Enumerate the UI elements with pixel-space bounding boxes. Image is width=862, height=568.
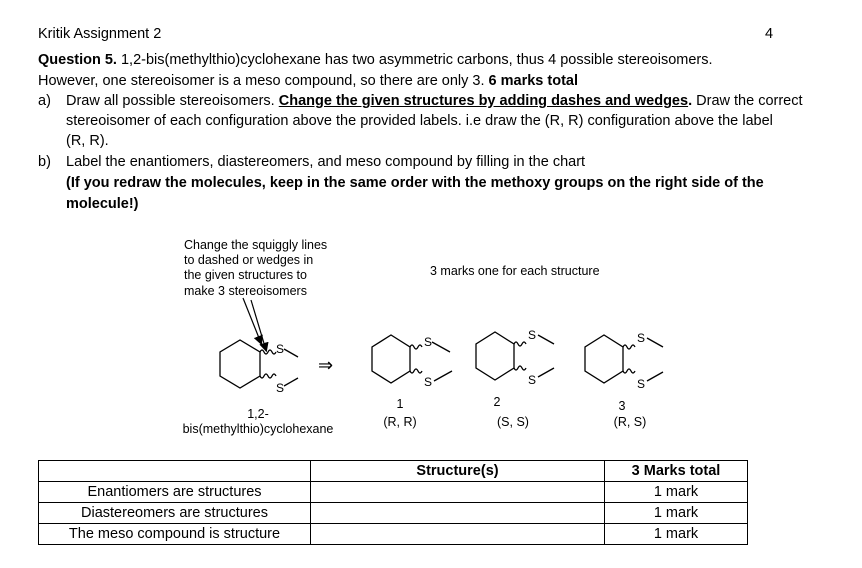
squiggly-bond-1 bbox=[260, 350, 276, 354]
marks-note: 3 marks one for each structure bbox=[430, 264, 600, 278]
enantiomers-answer-cell[interactable] bbox=[311, 482, 605, 503]
structure-2-config: (S, S) bbox=[497, 415, 529, 429]
given-structure bbox=[220, 340, 298, 388]
enantiomers-marks: 1 mark bbox=[605, 482, 748, 503]
part-a-underlined-instruction: Change the given structures by adding dashes and wedges bbox=[278, 93, 689, 109]
squiggly-bond-2 bbox=[514, 366, 526, 370]
methyl-bond-2 bbox=[434, 371, 452, 381]
row-label-meso: The meso compound is structure bbox=[39, 524, 311, 545]
page-number: 4 bbox=[765, 26, 774, 42]
methyl-bond-1 bbox=[432, 342, 450, 352]
part-b-label: b) bbox=[38, 154, 51, 170]
structure-1-config: (R, R) bbox=[383, 415, 417, 429]
instruction-line-4: make 3 stereoisomers bbox=[184, 284, 307, 298]
question-text-2: However, one stereoisomer is a meso compound, so there are only 3. bbox=[38, 73, 489, 89]
sulfur-label-2a: S bbox=[528, 328, 537, 342]
meso-answer-cell[interactable] bbox=[311, 524, 605, 545]
table-row bbox=[39, 482, 748, 503]
structure-3-drawing bbox=[585, 335, 663, 383]
structure-2-drawing bbox=[476, 332, 554, 380]
squiggly-bond-2 bbox=[410, 369, 422, 373]
squiggly-bond-1 bbox=[410, 345, 422, 349]
cyclohexane-ring bbox=[476, 332, 514, 380]
sulfur-label-1b: S bbox=[424, 375, 433, 389]
part-a-text-start: Draw all possible stereoisomers. bbox=[66, 93, 279, 109]
cyclohexane-ring bbox=[585, 335, 623, 383]
squiggly-bond-1 bbox=[514, 342, 526, 346]
sulfur-label-given-2: S bbox=[276, 381, 285, 395]
total-marks: 6 marks total bbox=[488, 73, 579, 89]
squiggly-bond-1 bbox=[623, 345, 635, 349]
methyl-bond-2 bbox=[647, 372, 663, 381]
structure-3-number: 3 bbox=[618, 399, 626, 413]
header-blank bbox=[39, 461, 311, 482]
header-marks: 3 Marks total bbox=[605, 461, 748, 482]
question-label: Question 5. bbox=[38, 52, 117, 68]
header-structures: Structure(s) bbox=[311, 461, 605, 482]
sulfur-label-3a: S bbox=[637, 331, 646, 345]
instruction-line-2: to dashed or wedges in bbox=[184, 253, 314, 267]
squiggly-bond-2 bbox=[260, 374, 276, 378]
methyl-bond-2 bbox=[538, 368, 554, 377]
methyl-bond-1 bbox=[284, 349, 298, 357]
sulfur-label-2b: S bbox=[528, 373, 537, 387]
part-a-line-2: stereoisomer of each configuration above the provided labels. i.e draw the (R, R) configuration above the label bbox=[66, 113, 773, 129]
diastereomers-answer-cell[interactable] bbox=[311, 503, 605, 524]
part-b-line-2: (If you redraw the molecules, keep in the same order with the methoxy groups on the right side of the bbox=[66, 175, 764, 191]
instruction-line-1: Change the squiggly lines bbox=[184, 238, 328, 252]
classification-chart bbox=[38, 460, 748, 545]
part-b-line-3: molecule!) bbox=[66, 196, 139, 212]
structure-1-number: 1 bbox=[396, 397, 404, 411]
squiggly-bond-2 bbox=[623, 369, 635, 373]
question-text-1: 1,2-bis(methylthio)cyclohexane has two asymmetric carbons, thus 4 possible stereoisomers. bbox=[116, 52, 713, 68]
table-row bbox=[39, 524, 748, 545]
part-a-text-tail: Draw the correct bbox=[692, 93, 803, 109]
table-row bbox=[39, 503, 748, 524]
given-structure-label-1: 1,2- bbox=[247, 407, 269, 421]
structure-3-config: (R, S) bbox=[613, 415, 647, 429]
assignment-title: Kritik Assignment 2 bbox=[38, 26, 162, 42]
methyl-bond-2 bbox=[284, 378, 298, 386]
part-a-line-3: (R, R). bbox=[66, 133, 109, 149]
cyclohexane-ring bbox=[220, 340, 260, 388]
sulfur-label-given-1: S bbox=[276, 342, 285, 356]
instruction-line-3: the given structures to bbox=[184, 268, 307, 282]
meso-marks: 1 mark bbox=[605, 524, 748, 545]
cyclohexane-ring bbox=[372, 335, 410, 383]
sulfur-label-3b: S bbox=[637, 377, 646, 391]
structure-2-number: 2 bbox=[493, 395, 501, 409]
part-b-line-1: Label the enantiomers, diastereomers, and meso compound by filling in the chart bbox=[66, 154, 586, 170]
diastereomers-marks: 1 mark bbox=[605, 503, 748, 524]
methyl-bond-1 bbox=[647, 338, 663, 347]
part-a-period: . bbox=[688, 93, 693, 109]
given-structure-label-2: bis(methylthio)cyclohexane bbox=[182, 422, 334, 436]
sulfur-label-1a: S bbox=[424, 335, 433, 349]
methyl-bond-1 bbox=[538, 335, 554, 344]
row-label-enantiomers: Enantiomers are structures bbox=[39, 482, 311, 503]
implies-arrow: ⇒ bbox=[318, 355, 334, 376]
part-a-label: a) bbox=[38, 93, 51, 109]
row-label-diastereomers: Diastereomers are structures bbox=[39, 503, 311, 524]
structure-1-drawing bbox=[372, 335, 452, 383]
chart-header-row bbox=[39, 461, 748, 482]
